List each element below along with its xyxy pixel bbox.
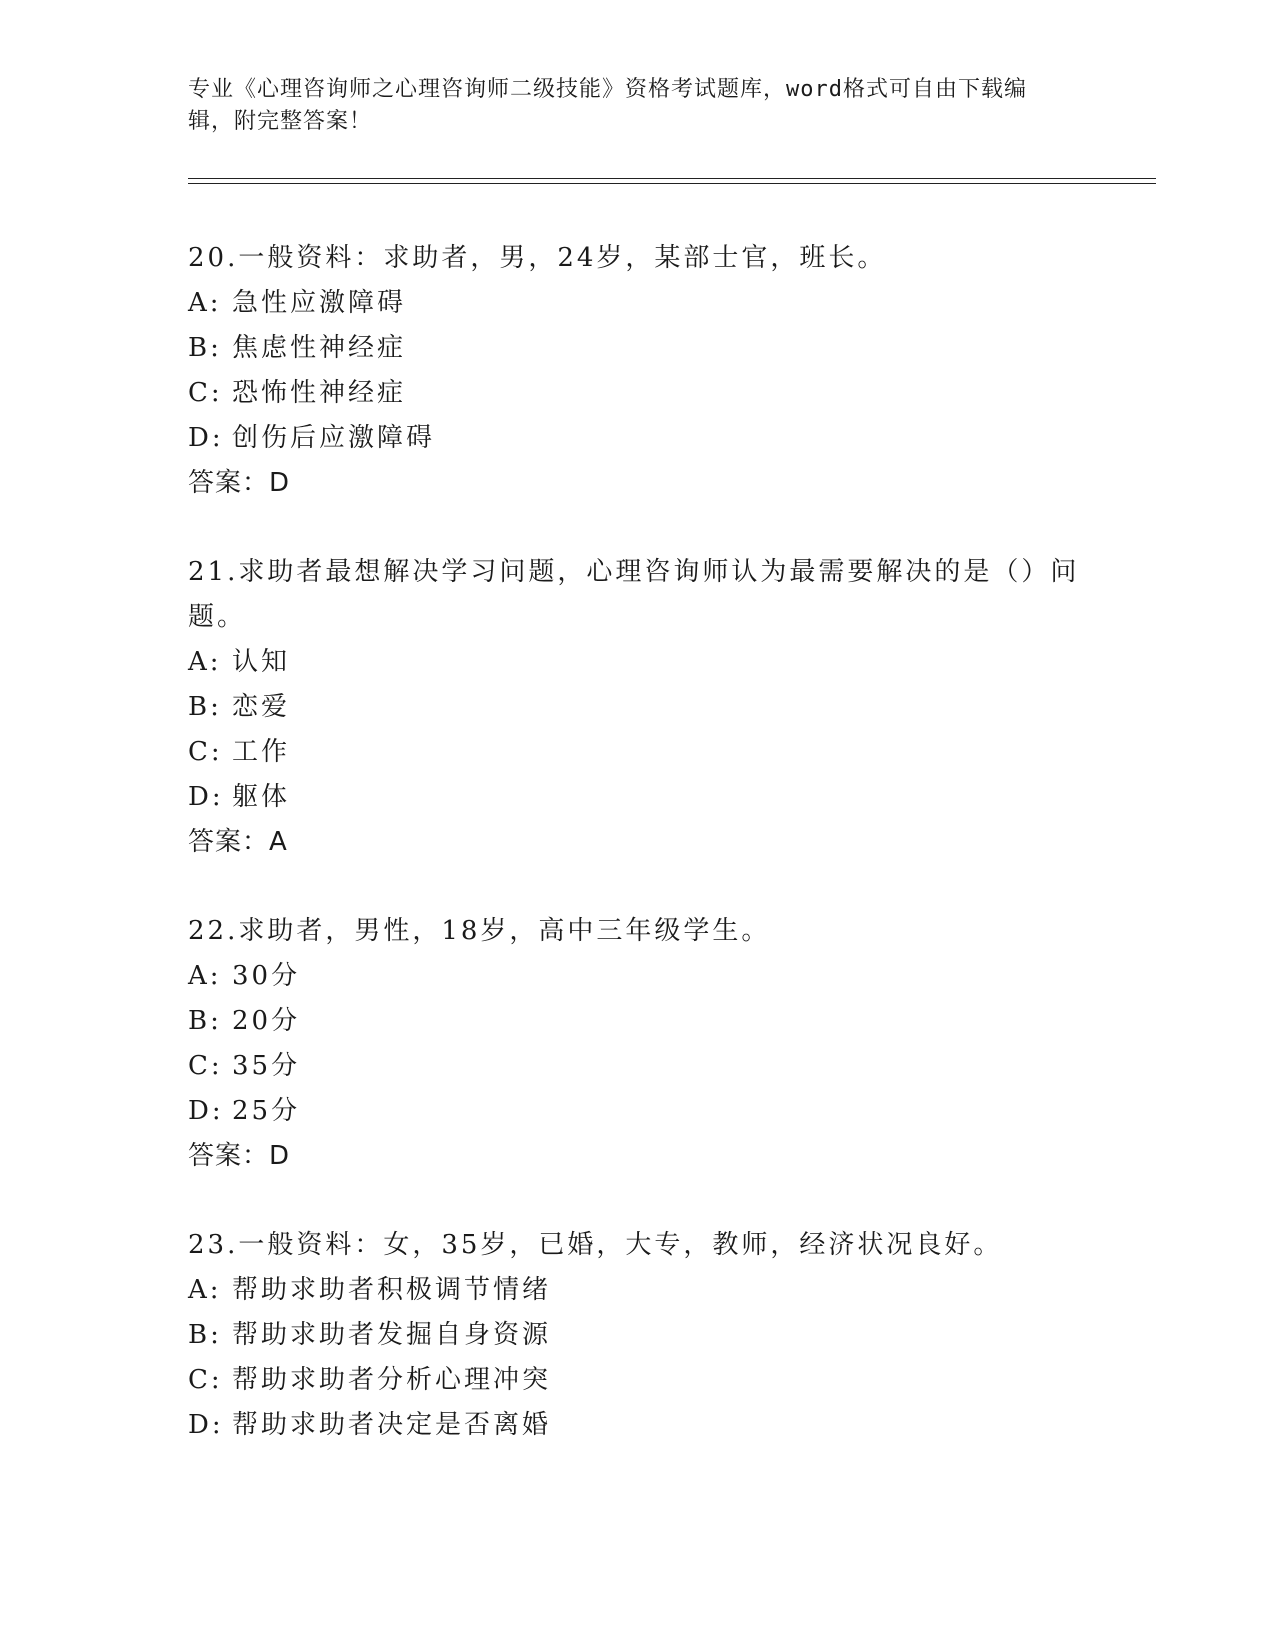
question-20 [188,236,1088,506]
question-22 [188,909,1088,1179]
option-text: 20分 [232,1006,301,1036]
option-letter: D: [188,1410,224,1440]
option-text: 躯体 [232,782,291,812]
option-letter: C: [188,1051,223,1081]
option-b [188,999,1088,1044]
option-b [188,685,1088,730]
option-letter: D: [188,782,224,812]
option-c [188,1358,1088,1403]
question-stem: 20.一般资料：求助者，男，24岁，某部士官，班长。 [188,243,887,273]
answer-line: 答案：D [188,468,291,498]
option-letter: A: [188,288,222,318]
option-c [188,371,1088,416]
option-d [188,416,1088,461]
option-c [188,1044,1088,1089]
option-letter: D: [188,423,224,453]
option-text: 急性应激障碍 [232,288,407,318]
option-text: 帮助求助者分析心理冲突 [232,1365,552,1395]
option-letter: B: [188,333,222,363]
option-d [188,1403,1088,1448]
header-divider-top [188,178,1156,179]
option-c [188,730,1088,775]
option-text: 恋爱 [232,692,291,722]
header-divider-bottom [188,183,1156,184]
question-list [188,236,1088,1492]
question-21 [188,550,1088,865]
option-a [188,1268,1088,1313]
option-a [188,954,1088,999]
option-letter: C: [188,737,223,767]
option-a [188,281,1088,326]
question-stem: 22.求助者，男性，18岁，高中三年级学生。 [188,916,771,946]
option-text: 恐怖性神经症 [232,378,407,408]
option-text: 焦虑性神经症 [232,333,407,363]
option-letter: D: [188,1096,224,1126]
option-text: 帮助求助者积极调节情绪 [232,1275,552,1305]
option-text: 认知 [232,647,291,677]
option-text: 工作 [232,737,291,767]
option-letter: C: [188,378,223,408]
option-text: 创伤后应激障碍 [232,423,436,453]
option-d [188,1089,1088,1134]
option-letter: A: [188,1275,222,1305]
option-text: 25分 [232,1096,301,1126]
answer-line: 答案：D [188,1141,291,1171]
option-a [188,640,1088,685]
question-23 [188,1223,1088,1448]
answer-line: 答案：A [188,827,288,857]
document-header: 专业《心理咨询师之心理咨询师二级技能》资格考试题库，word格式可自由下载编辑，附完整答案！ [188,77,1027,134]
option-b [188,1313,1088,1358]
option-letter: C: [188,1365,223,1395]
question-stem: 21.求助者最想解决学习问题，心理咨询师认为最需要解决的是（）问题。 [188,557,1080,632]
option-text: 30分 [232,961,301,991]
question-stem: 23.一般资料：女，35岁，已婚，大专，教师，经济状况良好。 [188,1230,1003,1260]
option-b [188,326,1088,371]
option-letter: A: [188,647,222,677]
option-letter: B: [188,692,222,722]
option-d [188,775,1088,820]
option-text: 35分 [232,1051,301,1081]
option-text: 帮助求助者发掘自身资源 [232,1320,552,1350]
option-letter: A: [188,961,222,991]
option-letter: B: [188,1006,222,1036]
option-letter: B: [188,1320,222,1350]
option-text: 帮助求助者决定是否离婚 [232,1410,552,1440]
